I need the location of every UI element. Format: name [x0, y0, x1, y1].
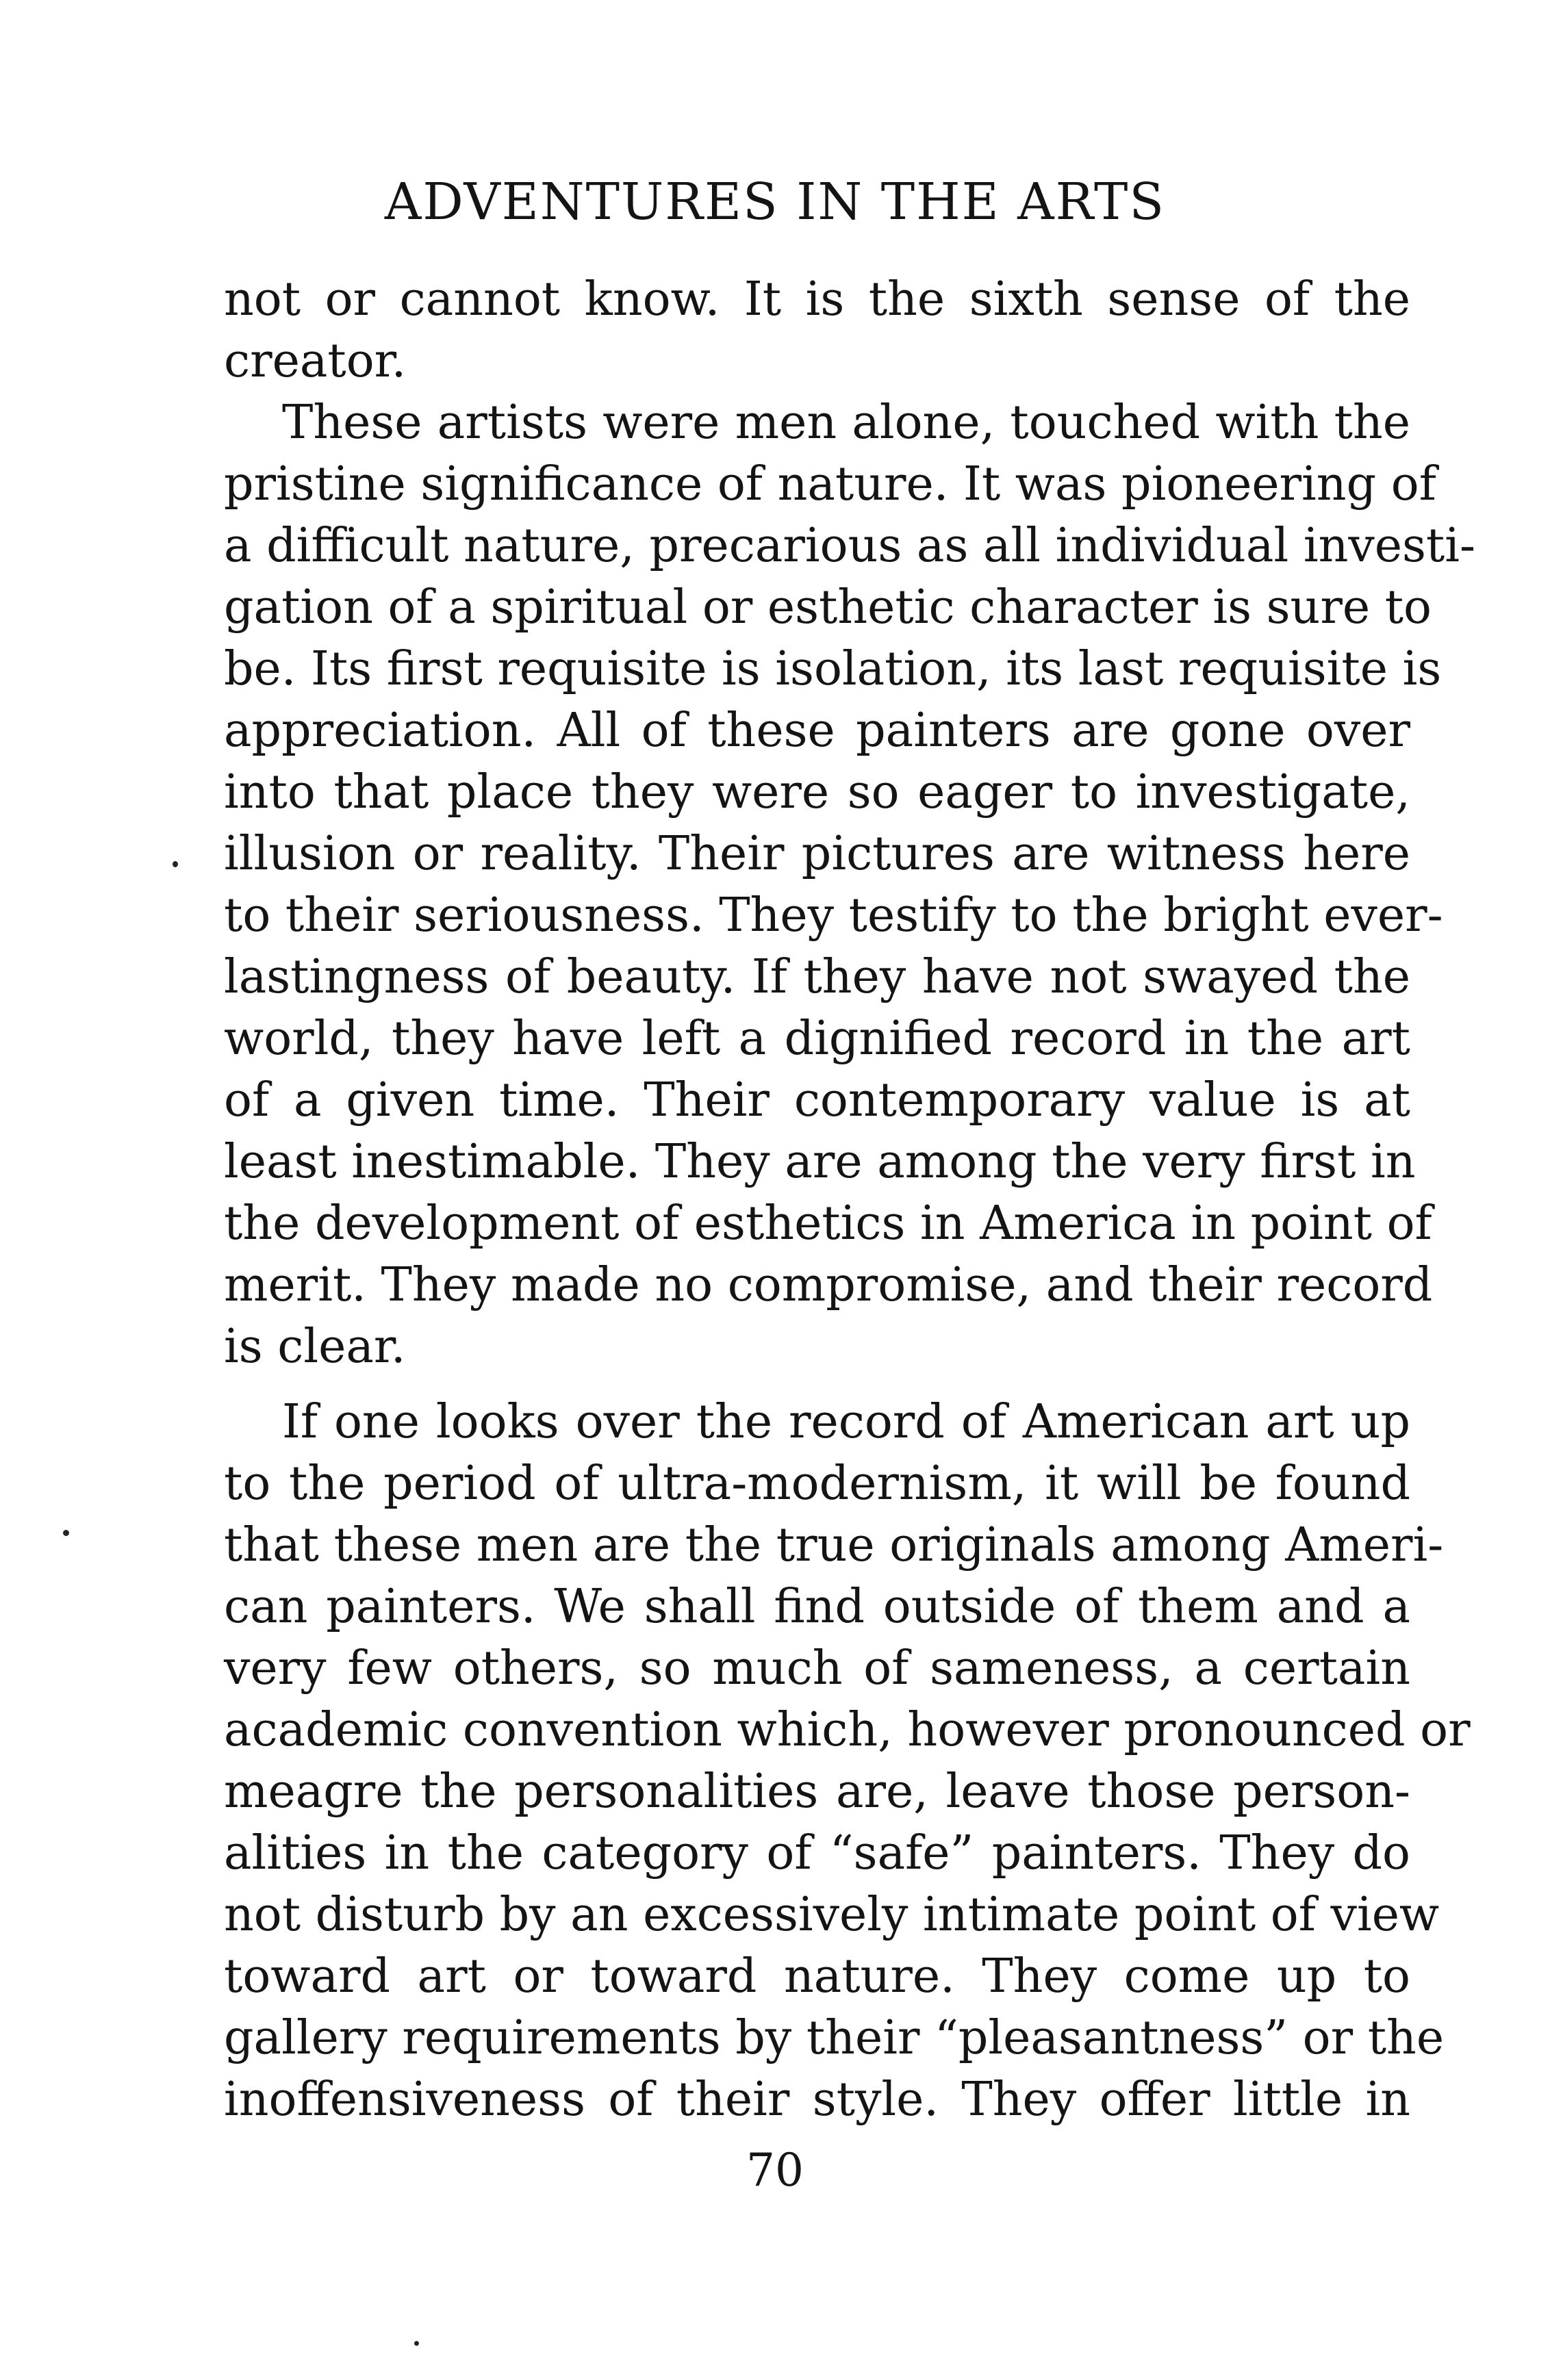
text-line: alities in the category of “safe” painters. They do	[224, 1826, 1410, 1880]
text-line: illusion or reality. Their pictures are witness here	[224, 827, 1410, 881]
text-line: merit. They made no compromise, and their record	[224, 1258, 1433, 1312]
scan-speck	[63, 1530, 69, 1536]
text-line: pristine significance of nature. It was pioneering of	[224, 457, 1436, 511]
text-line: to the period of ultra-modernism, it will be found	[224, 1457, 1410, 1511]
text-line: If one looks over the record of American art up	[282, 1395, 1410, 1449]
text-line: inoffensiveness of their style. They offer little in	[224, 2073, 1410, 2127]
running-head: ADVENTURES IN THE ARTS	[384, 172, 1166, 231]
text-line: world, they have left a dignified record in the art	[224, 1012, 1410, 1066]
text-line: lastingness of beauty. If they have not swayed the	[224, 950, 1410, 1004]
text-line: These artists were men alone, touched with the	[282, 396, 1410, 450]
text-line: very few others, so much of sameness, a certain	[224, 1641, 1410, 1696]
text-line: is clear.	[224, 1320, 406, 1374]
text-line: a difficult nature, precarious as all individual investi-	[224, 519, 1475, 573]
page-number: 70	[746, 2144, 804, 2197]
text-line: can painters. We shall find outside of them and a	[224, 1580, 1410, 1634]
scan-speck	[173, 861, 178, 867]
text-line: be. Its first requisite is isolation, its last requisite is	[224, 642, 1442, 696]
text-line: academic convention which, however pronounced or	[224, 1703, 1471, 1757]
text-line: gallery requirements by their “pleasantness” or the	[224, 2011, 1445, 2065]
text-line: gation of a spiritual or esthetic character is sure to	[224, 580, 1432, 635]
text-line: that these men are the true originals among Ameri-	[224, 1518, 1444, 1572]
text-line: the development of esthetics in America in point of	[224, 1197, 1432, 1251]
text-line: meagre the personalities are, leave those person-	[224, 1765, 1410, 1819]
text-line: not or cannot know. It is the sixth sense of the	[224, 272, 1410, 327]
text-line: appreciation. All of these painters are gone over	[224, 704, 1410, 758]
text-line: toward art or toward nature. They come up to	[224, 1949, 1410, 2004]
text-line: to their seriousness. They testify to the bright ever-	[224, 888, 1443, 943]
text-line: not disturb by an excessively intimate point of view	[224, 1888, 1440, 1942]
text-line: of a given time. Their contemporary value is at	[224, 1073, 1410, 1127]
text-line: into that place they were so eager to investigate,	[224, 765, 1410, 819]
scan-speck	[414, 2341, 419, 2346]
text-line: least inestimable. They are among the very first in	[224, 1135, 1416, 1189]
text-line: creator.	[224, 334, 407, 388]
